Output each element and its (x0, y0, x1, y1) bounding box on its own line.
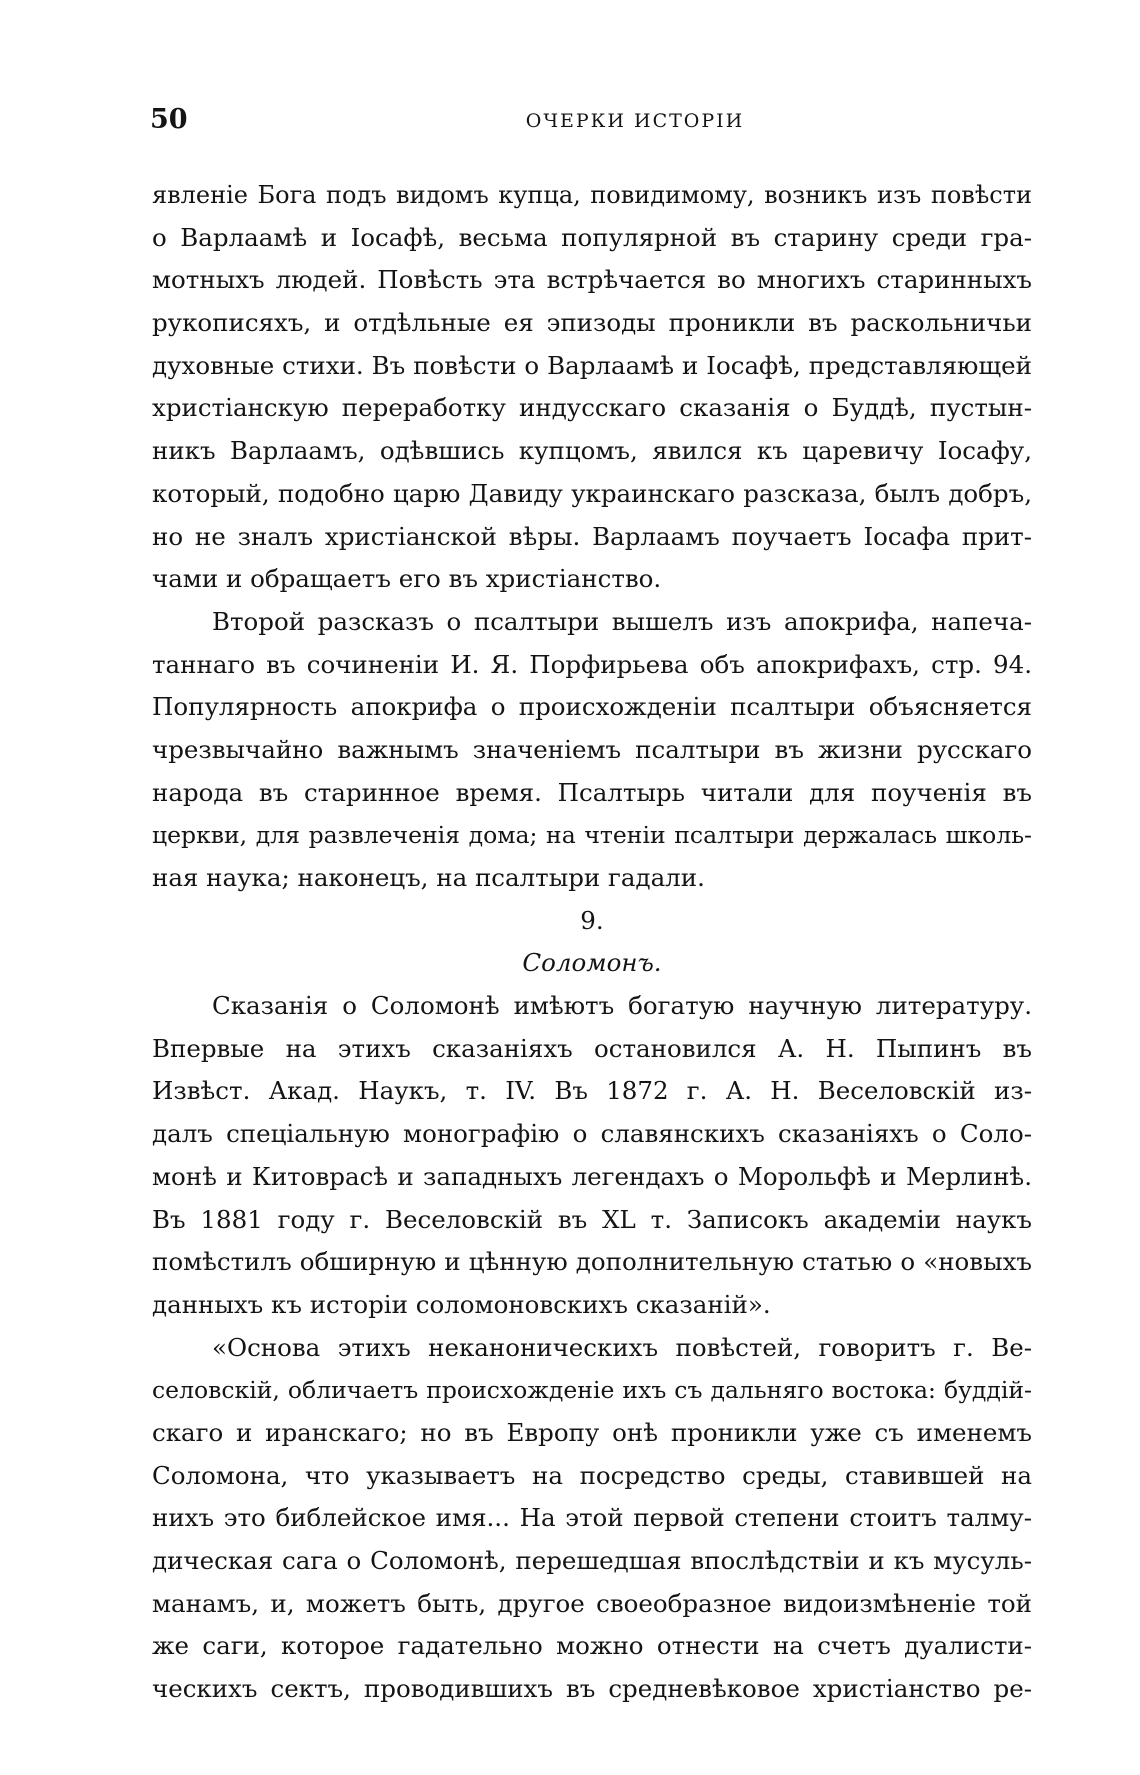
running-title: ОЧЕРКИ ИСТОРІИ (525, 110, 745, 132)
text-line: рукописяхъ, и отдѣльные ея эпизоды проникли въ раскольничьи (152, 308, 1032, 338)
running-header (150, 104, 1030, 144)
text-line: Популярность апокрифа о происхожденіи псалтыри объясняется (152, 692, 1032, 722)
paragraph-1 (152, 174, 1032, 601)
text-line: мотныхъ людей. Повѣсть эта встрѣчается во многихъ старинныхъ (152, 265, 1032, 295)
text-line: скаго и иранскаго; но въ Европу онѣ проникли уже съ именемъ (152, 1417, 1032, 1447)
text-line: нихъ это библейское имя... На этой первой степени стоитъ талму- (152, 1503, 1032, 1533)
text-line: чами и обращаетъ его въ христіанство. (152, 564, 662, 594)
text-line: данныхъ къ исторіи соломоновскихъ сказаній». (152, 1289, 771, 1319)
text-line: дическая сага о Соломонѣ, перешедшая впослѣдствіи и къ мусуль- (152, 1546, 1032, 1575)
body-text (152, 174, 1032, 1711)
text-line: церкви, для развлеченія дома; на чтеніи псалтыри держалась школь- (152, 821, 1032, 850)
text-line: никъ Варлаамъ, одѣвшись купцомъ, явился къ царевичу Іосафу, (152, 436, 1032, 466)
text-line: Сказанія о Соломонѣ имѣютъ богатую научную литературу. (212, 991, 1032, 1021)
text-line: ная наука; наконецъ, на псалтыри гадали. (152, 863, 705, 892)
text-line: селовскій, обличаетъ происхожденіе ихъ съ дальняго востока: буддій- (152, 1376, 1032, 1405)
section-paragraph-1 (152, 985, 1032, 1327)
text-line: помѣстилъ обширную и цѣнную дополнительную статью о «новыхъ (152, 1247, 1032, 1277)
text-line: манамъ, и, можетъ быть, другое своеобразное видоизмѣненіе той (152, 1588, 1032, 1618)
paragraph-2 (152, 601, 1032, 900)
text-line: Извѣст. Акад. Наукъ, т. IV. Въ 1872 г. А. Н. Веселовскій из- (152, 1076, 1032, 1106)
text-line: народа въ старинное время. Псалтырь читали для поученія въ (152, 777, 1032, 807)
text-line: чрезвычайно важнымъ значеніемъ псалтыри въ жизни русскаго (152, 734, 1032, 764)
section-paragraph-2 (152, 1327, 1032, 1711)
text-line: который, подобно царю Давиду украинскаго разсказа, былъ добръ, (152, 478, 1032, 508)
text-line: «Основа этихъ неканоническихъ повѣстей, говоритъ г. Ве- (212, 1332, 1032, 1362)
section-number: 9. (580, 905, 604, 935)
text-line: монѣ и Китоврасѣ и западныхъ легендахъ о Морольфѣ и Мерлинѣ. (152, 1161, 1032, 1191)
text-line: о Варлаамѣ и Іосафѣ, весьма популярной въ старину среди гра- (152, 222, 1032, 252)
section-title: Соломонъ. (522, 948, 662, 978)
text-line: ческихъ сектъ, проводившихъ въ средневѣковое христіанство ре- (152, 1674, 1032, 1704)
text-line: Въ 1881 году г. Веселовскій въ XL т. Записокъ академіи наукъ (152, 1204, 1032, 1234)
text-line: же саги, которое гадательно можно отнести на счетъ дуалисти- (152, 1631, 1032, 1661)
text-line: духовные стихи. Въ повѣсти о Варлаамѣ и Іосафѣ, представляющей (152, 350, 1032, 380)
text-line: но не зналъ христіанской вѣры. Варлаамъ поучаетъ Іосафа прит- (152, 521, 1032, 551)
text-line: Впервые на этихъ сказаніяхъ остановился А. Н. Пыпинъ въ (152, 1033, 1032, 1063)
text-line: Второй разсказъ о псалтыри вышелъ изъ апокрифа, напеча- (212, 606, 1032, 636)
text-line: таннаго въ сочиненіи И. Я. Порфирьева объ апокрифахъ, стр. 94. (152, 649, 1032, 679)
page-number: 50 (150, 104, 188, 135)
text-line: Соломона, что указываетъ на посредство среды, ставившей на (152, 1460, 1032, 1490)
text-line: христіанскую переработку индусскаго сказанія о Буддѣ, пустын- (152, 393, 1032, 423)
text-line: явленіе Бога подъ видомъ купца, повидимому, возникъ изъ повѣсти (152, 181, 1032, 209)
text-line: далъ спеціальную монографію о славянскихъ сказаніяхъ о Соло- (152, 1119, 1032, 1149)
